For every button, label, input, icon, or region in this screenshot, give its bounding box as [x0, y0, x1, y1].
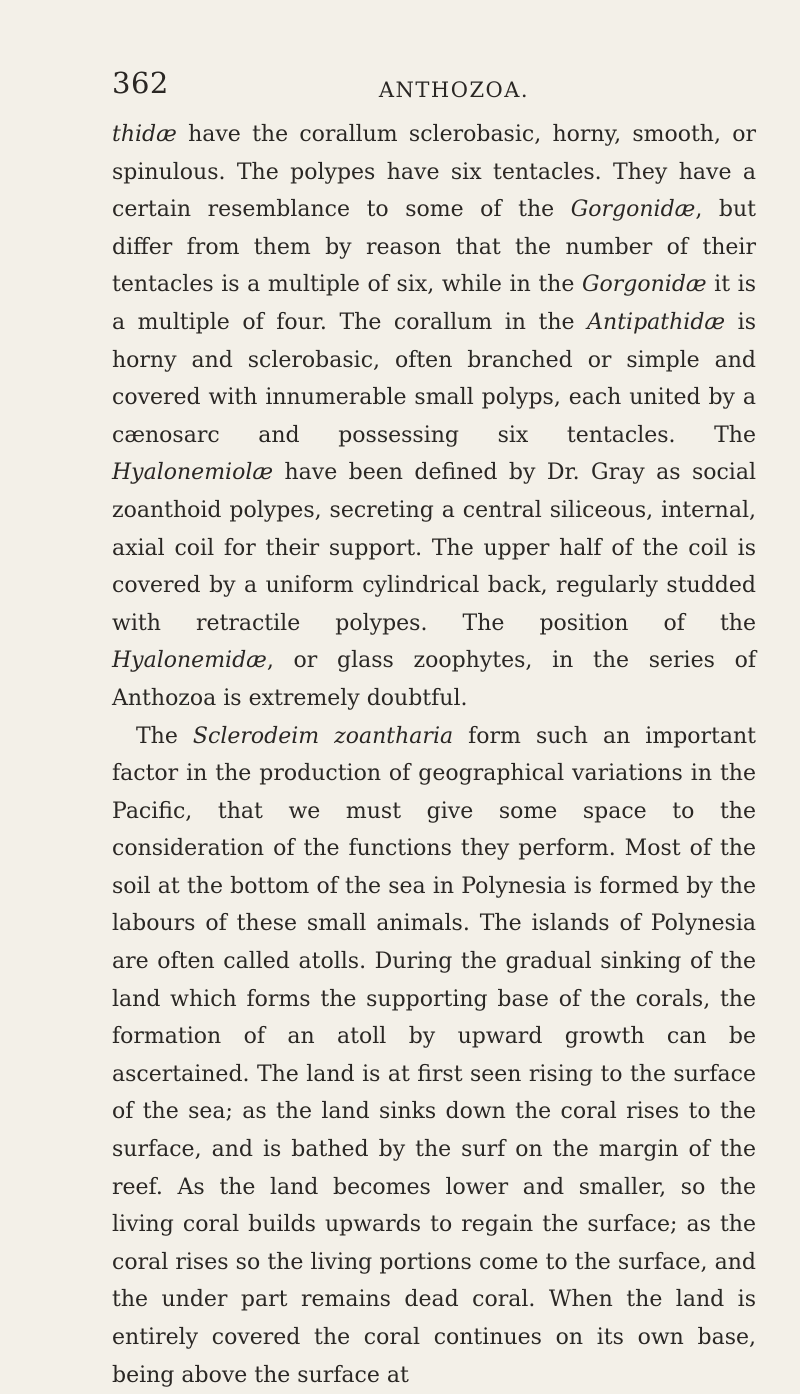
page-header — [112, 0, 756, 116]
text-segment: have been defined by Dr. Gray as social zoanthoid polypes, secreting a central siliceous, internal, axial coil for their support. The upper half of the coil is covered by a uniform cylindrical back, regularly studded with retractile polypes. The position of the — [112, 460, 756, 635]
running-head: ANTHOZOA. — [112, 78, 756, 102]
text-segment: thidæ — [112, 122, 177, 147]
text-segment: Hyalonemiolæ — [112, 460, 273, 485]
text-segment: Hyalonemidæ — [112, 648, 267, 673]
text-segment: Gorgonidæ — [571, 197, 696, 222]
text-segment: Gorgonidæ — [582, 272, 707, 297]
text-segment: is horny and sclerobasic, often branched or simple and covered with innumerable small polyps, each united by a cænosarc and possessing six tentacles. The — [112, 310, 756, 448]
text-segment: , but differ from them by reason that the number of their tentacles is a multiple of six, while in the — [112, 197, 756, 297]
text-segment: Sclerodeim zoantharia — [193, 724, 453, 749]
text-segment: , or glass zoophytes, in the series of Anthozoa is extremely doubtful. — [112, 648, 756, 711]
paragraph — [112, 116, 756, 718]
text-segment: Antipathidæ — [587, 310, 725, 335]
page-number: 362 — [112, 66, 169, 100]
text-segment: The — [136, 724, 193, 749]
body-text — [112, 116, 756, 1394]
text-segment: it is a multiple of four. The corallum in the — [112, 272, 756, 335]
text-segment: form such an important factor in the production of geographical variations in the Pacific, that we must give some space to the consideration of the functions they perform. Most of the soil at the bottom of the sea in Polynesia is formed by the labours of these small animals. The islands of Polynesia are often called atolls. During the gradual sinking of the land which forms the supporting base of the corals, the formation of an atoll by upward growth can be ascertained. The land is at first seen rising to the surface of the sea; as the land sinks down the coral rises to the surface, and is bathed by the surf on the margin of the reef. As the land becomes lower and smaller, so the living coral builds upwards to regain the surface; as the coral rises so the living portions come to the surface, and the under part remains dead coral. When the land is entirely covered the coral continues on its own base, being above the surface at — [112, 724, 756, 1388]
text-segment: have the corallum sclerobasic, horny, smooth, or spinulous. The polypes have six tentacles. They have a certain resemblance to some of the — [112, 122, 756, 222]
paragraph — [112, 718, 756, 1394]
